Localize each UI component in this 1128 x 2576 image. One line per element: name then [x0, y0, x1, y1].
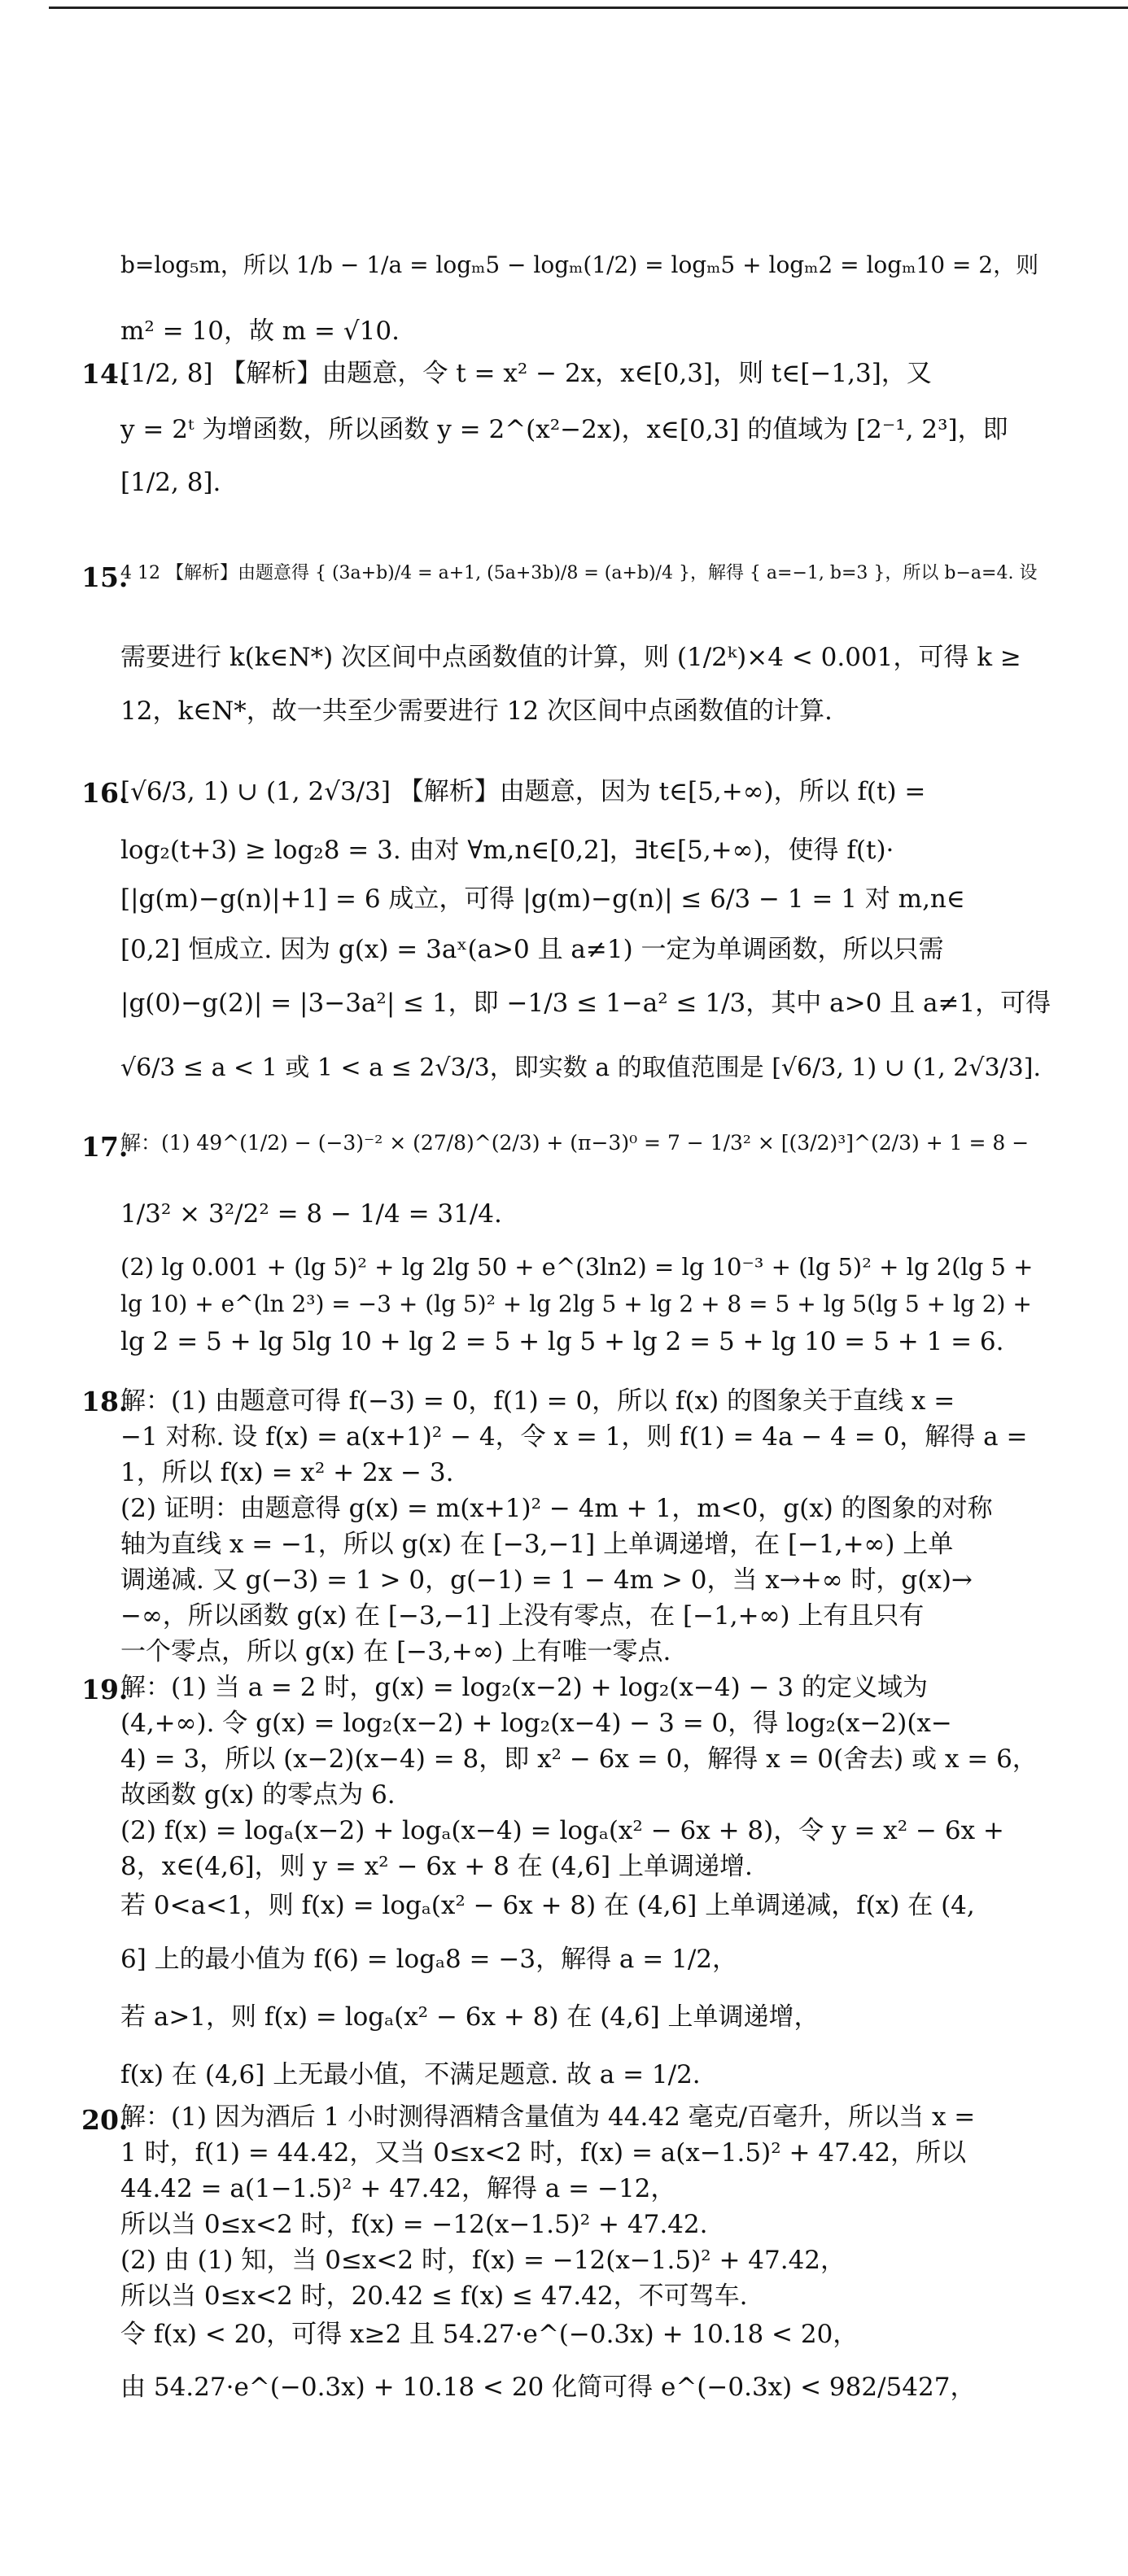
text-line: [1/2, 8].	[120, 468, 221, 497]
text-line: 解：(1) 49^(1/2) − (−3)⁻² × (27/8)^(2/3) + (π−3)⁰ = 7 − 1/3² × [(3/2)³]^(2/3) + 1 = 8 −	[120, 1131, 1030, 1155]
text-line: [1/2, 8] 【解析】由题意，令 t = x² − 2x，x∈[0,3]，则 t∈[−1,3]，又	[120, 359, 932, 388]
text-line: 若 a>1，则 f(x) = logₐ(x² − 6x + 8) 在 (4,6] 上单调递增，	[120, 2002, 820, 2032]
text-line: 4) = 3，所以 (x−2)(x−4) = 8，即 x² − 6x = 0，解得 x = 0(舍去) 或 x = 6，	[120, 1744, 1038, 1774]
text-line: 6] 上的最小值为 f(6) = logₐ8 = −3，解得 a = 1/2，	[120, 1945, 737, 1974]
text-line: f(x) 在 (4,6] 上无最小值，不满足题意. 故 a = 1/2.	[120, 2060, 701, 2089]
text-line: 解：(1) 因为酒后 1 小时测得酒精含量值为 44.42 毫克/百毫升，所以当 x =	[120, 2102, 976, 2132]
text-line: −1 对称. 设 f(x) = a(x+1)² − 4，令 x = 1，则 f(1) = 4a − 4 = 0，解得 a =	[120, 1422, 1028, 1452]
text-line: 1/3² × 3²/2² = 8 − 1/4 = 31/4.	[120, 1199, 502, 1229]
q15-solution	[120, 521, 1056, 734]
text-line: −∞，所以函数 g(x) 在 [−3,−1] 上没有零点，在 [−1,+∞) 上有且只有	[120, 1601, 925, 1631]
text-line: m² = 10，故 m = √10.	[120, 317, 400, 346]
text-line: 一个零点，所以 g(x) 在 [−3,+∞) 上有唯一零点.	[120, 1637, 671, 1666]
text-line: 1 时，f(1) = 44.42，又当 0≤x<2 时，f(x) = a(x−1.5)² + 47.42，所以	[120, 2138, 967, 2168]
text-line: |g(0)−g(2)| = |3−3a²| ≤ 1，即 −1/3 ≤ 1−a² ≤ 1/3，其中 a>0 且 a≠1，可得	[120, 989, 1051, 1018]
question-number: 18.	[81, 1386, 129, 1417]
text-line: 8，x∈(4,6]，则 y = x² − 6x + 8 在 (4,6] 上单调递增.	[120, 1852, 753, 1881]
question-number: 14.	[81, 358, 129, 390]
question-number: 16.	[81, 777, 129, 809]
text-line: [0,2] 恒成立. 因为 g(x) = 3aˣ(a>0 且 a≠1) 一定为单调函数，所以只需	[120, 935, 944, 964]
text-line: 所以当 0≤x<2 时，f(x) = −12(x−1.5)² + 47.42.	[120, 2210, 708, 2239]
question-number: 20.	[81, 2104, 129, 2136]
text-line: 所以当 0≤x<2 时，20.42 ≤ f(x) ≤ 47.42，不可驾车.	[120, 2281, 748, 2311]
question-number: 15.	[81, 561, 129, 593]
text-line: 调递减. 又 g(−3) = 1 > 0，g(−1) = 1 − 4m > 0，当 x→+∞ 时，g(x)→	[120, 1565, 973, 1595]
text-line: 1，所以 f(x) = x² + 2x − 3.	[120, 1458, 454, 1487]
text-line: 由 54.27·e^(−0.3x) + 10.18 < 20 化简可得 e^(−0.3x) < 982/5427，	[120, 2373, 976, 2402]
text-line: 轴为直线 x = −1，所以 g(x) 在 [−3,−1] 上单调递增，在 [−1,+∞) 上单	[120, 1530, 954, 1559]
text-line: (2) 由 (1) 知，当 0≤x<2 时，f(x) = −12(x−1.5)² + 47.42，	[120, 2246, 846, 2275]
text-line: lg 10) + e^(ln 2³) = −3 + (lg 5)² + lg 2lg 5 + lg 2 + 8 = 5 + lg 5(lg 5 + lg 2) +	[120, 1290, 1032, 1317]
q19-solution	[120, 1670, 1056, 2107]
text-line: 12，k∈N*，故一共至少需要进行 12 次区间中点函数值的计算.	[120, 696, 833, 726]
text-line: (2) lg 0.001 + (lg 5)² + lg 2lg 50 + e^(3ln2) = lg 10⁻³ + (lg 5)² + lg 2(lg 5 +	[120, 1253, 1034, 1281]
text-line: √6/3 ≤ a < 1 或 1 < a ≤ 2√3/3，即实数 a 的取值范围是 [√6/3, 1) ∪ (1, 2√3/3].	[120, 1054, 1041, 1082]
text-line: 4 12 【解析】由题意得 { (3a+b)/4 = a+1, (5a+3b)/8 = (a+b)/4 }，解得 { a=−1, b=3 }，所以 b−a=4. 设	[120, 563, 1038, 583]
text-line: [√6/3, 1) ∪ (1, 2√3/3] 【解析】由题意，因为 t∈[5,+∞)，所以 f(t) =	[120, 777, 926, 806]
top-rule	[49, 7, 1128, 9]
text-line: 解：(1) 由题意可得 f(−3) = 0，f(1) = 0，所以 f(x) 的图象关于直线 x =	[120, 1386, 955, 1416]
q13-continuation	[120, 228, 1056, 360]
text-line: 解：(1) 当 a = 2 时，g(x) = log₂(x−2) + log₂(x−4) − 3 的定义域为	[120, 1673, 928, 1702]
text-line: 若 0<a<1，则 f(x) = logₐ(x² − 6x + 8) 在 (4,6] 上单调递减，f(x) 在 (4,	[120, 1891, 975, 1920]
text-line: 需要进行 k(k∈N*) 次区间中点函数值的计算，则 (1/2ᵏ)×4 < 0.001，可得 k ≥	[120, 643, 1021, 672]
q16-solution	[120, 757, 1056, 1105]
text-line: (4,+∞). 令 g(x) = log₂(x−2) + log₂(x−4) − 3 = 0，得 log₂(x−2)(x−	[120, 1709, 952, 1738]
text-line: [|g(m)−g(n)|+1] = 6 成立，可得 |g(m)−g(n)| ≤ 6/3 − 1 = 1 对 m,n∈	[120, 884, 965, 914]
text-line: (2) f(x) = logₐ(x−2) + logₐ(x−4) = logₐ(x² − 6x + 8)，令 y = x² − 6x +	[120, 1816, 1004, 1845]
text-line: lg 2 = 5 + lg 5lg 10 + lg 2 = 5 + lg 5 + lg 2 = 5 + lg 10 = 5 + 1 = 6.	[120, 1327, 1004, 1356]
text-line: y = 2ᵗ 为增函数，所以函数 y = 2^(x²−2x)，x∈[0,3] 的值域为 [2⁻¹, 2³]，即	[120, 415, 1008, 444]
text-line: log₂(t+3) ≥ log₂8 = 3. 由对 ∀m,n∈[0,2]，∃t∈[5,+∞)，使得 f(t)·	[120, 836, 894, 865]
text-line: b=log₅m，所以 1/b − 1/a = logₘ5 − logₘ(1/2) = logₘ5 + logₘ2 = logₘ10 = 2，则	[120, 251, 1039, 278]
q14-solution	[120, 342, 1056, 511]
q18-solution	[120, 1383, 1056, 1670]
q17-solution	[120, 1107, 1056, 1360]
text-line: 44.42 = a(1−1.5)² + 47.42，解得 a = −12，	[120, 2174, 676, 2203]
q20-solution	[120, 2099, 1056, 2420]
text-line: (2) 证明：由题意得 g(x) = m(x+1)² − 4m + 1，m<0，g(x) 的图象的对称	[120, 1494, 993, 1523]
question-number: 17.	[81, 1131, 129, 1163]
question-number: 19.	[81, 1674, 129, 1705]
text-line: 令 f(x) < 20，可得 x≥2 且 54.27·e^(−0.3x) + 10.18 < 20，	[120, 2320, 859, 2349]
text-line: 故函数 g(x) 的零点为 6.	[120, 1780, 396, 1810]
